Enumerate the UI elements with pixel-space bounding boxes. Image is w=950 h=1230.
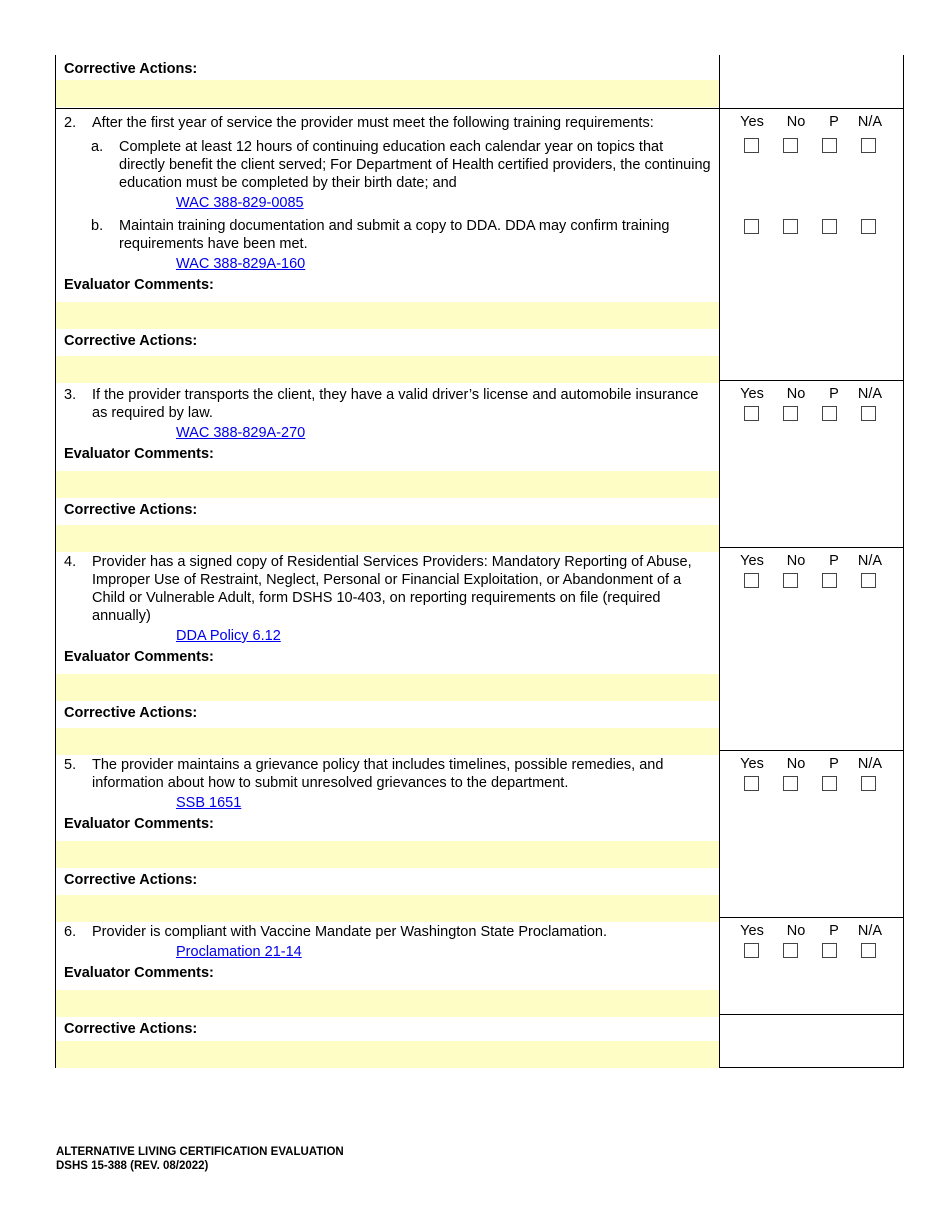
evaluator-comments-field[interactable]: [56, 674, 719, 701]
item-3-row: [56, 380, 903, 547]
yn-header: [732, 385, 892, 403]
p-checkbox[interactable]: [822, 943, 837, 958]
checkbox-row-b: [744, 219, 876, 234]
item-2-sub-a: [56, 138, 719, 192]
wac-link[interactable]: WAC 388-829A-160: [176, 256, 306, 272]
evaluator-comments-field[interactable]: [56, 302, 719, 329]
corrective-actions-label: Corrective Actions:: [64, 502, 198, 518]
item-5-row: [56, 750, 903, 917]
no-label: No: [786, 756, 806, 772]
p-checkbox[interactable]: [822, 138, 837, 153]
no-label: No: [786, 553, 806, 569]
na-label: N/A: [857, 756, 883, 772]
sub-letter: b.: [91, 218, 104, 234]
item-3-text-row: [56, 381, 719, 422]
yes-checkbox[interactable]: [744, 406, 759, 421]
no-label: No: [786, 923, 806, 939]
na-checkbox[interactable]: [861, 943, 876, 958]
yes-checkbox[interactable]: [744, 776, 759, 791]
yes-label: Yes: [740, 386, 764, 402]
yn-header: [732, 552, 892, 570]
item-4-text-row: [56, 548, 719, 625]
p-checkbox[interactable]: [822, 219, 837, 234]
proclamation-link[interactable]: Proclamation 21-14: [176, 944, 302, 960]
checkbox-row-a: [744, 138, 876, 153]
no-checkbox[interactable]: [783, 219, 798, 234]
evaluator-comments-label: Evaluator Comments:: [64, 965, 214, 981]
checkbox-row: [744, 406, 876, 421]
evaluator-comments-field[interactable]: [56, 990, 719, 1017]
evaluator-comments-label: Evaluator Comments:: [64, 446, 214, 462]
p-label: P: [829, 923, 839, 939]
na-label: N/A: [857, 114, 883, 130]
wac-link[interactable]: WAC 388-829A-270: [176, 425, 306, 441]
item-6-row: [56, 917, 903, 1014]
policy-link[interactable]: DDA Policy 6.12: [176, 628, 281, 644]
yn-header: [732, 113, 892, 131]
p-checkbox[interactable]: [822, 573, 837, 588]
yes-checkbox[interactable]: [744, 219, 759, 234]
no-checkbox[interactable]: [783, 138, 798, 153]
item-number: 2.: [64, 115, 77, 131]
p-label: P: [829, 553, 839, 569]
p-label: P: [829, 756, 839, 772]
yn-header: [732, 755, 892, 773]
item-text: Provider is compliant with Vaccine Mandate per Washington State Proclamation.: [92, 924, 607, 940]
na-label: N/A: [857, 923, 883, 939]
yes-checkbox[interactable]: [744, 573, 759, 588]
no-checkbox[interactable]: [783, 776, 798, 791]
na-checkbox[interactable]: [861, 138, 876, 153]
corrective-actions-label: Corrective Actions:: [64, 333, 198, 349]
evaluator-comments-label: Evaluator Comments:: [64, 277, 214, 293]
corrective-actions-field[interactable]: [56, 356, 719, 383]
sub-text: Complete at least 12 hours of continuing education each calendar year on topics that directly benefit the client served; For Department of Health certified providers, the continuing education must be completed by their birth date; and: [119, 139, 711, 191]
evaluator-comments-label: Evaluator Comments:: [64, 649, 214, 665]
form-title: ALTERNATIVE LIVING CERTIFICATION EVALUATION: [56, 1146, 344, 1158]
item-text: After the first year of service the provider must meet the following training requirements:: [92, 115, 654, 131]
evaluator-comments-label: Evaluator Comments:: [64, 816, 214, 832]
item-4-row: [56, 547, 903, 750]
yes-checkbox[interactable]: [744, 138, 759, 153]
na-checkbox[interactable]: [861, 776, 876, 791]
p-checkbox[interactable]: [822, 406, 837, 421]
evaluator-comments-field[interactable]: [56, 841, 719, 868]
yes-label: Yes: [740, 114, 764, 130]
evaluation-table: [55, 55, 904, 1068]
form-footer: [56, 1145, 344, 1173]
yn-header: [732, 922, 892, 940]
no-label: No: [786, 114, 806, 130]
item-number: 3.: [64, 387, 77, 403]
na-label: N/A: [857, 386, 883, 402]
evaluator-comments-field[interactable]: [56, 471, 719, 498]
corrective-actions-label: Corrective Actions:: [64, 705, 198, 721]
na-checkbox[interactable]: [861, 219, 876, 234]
yes-label: Yes: [740, 923, 764, 939]
item-text: The provider maintains a grievance policy that includes timelines, possible remedies, and information about how to submit unresolved grievances to the department.: [92, 757, 664, 791]
item-2-row: [56, 108, 903, 380]
wac-link[interactable]: WAC 388-829-0085: [176, 195, 304, 211]
yes-checkbox[interactable]: [744, 943, 759, 958]
item-2-text-row: [56, 109, 719, 132]
item-6-corrective-row: [56, 1014, 903, 1067]
p-label: P: [829, 386, 839, 402]
yes-label: Yes: [740, 756, 764, 772]
p-label: P: [829, 114, 839, 130]
no-checkbox[interactable]: [783, 406, 798, 421]
sub-letter: a.: [91, 139, 104, 155]
corrective-actions-label: Corrective Actions:: [64, 1021, 198, 1037]
corrective-actions-label: Corrective Actions:: [64, 61, 198, 77]
corrective-actions-field[interactable]: [56, 80, 719, 107]
item-number: 4.: [64, 554, 77, 570]
checkbox-row: [744, 943, 876, 958]
item-number: 5.: [64, 757, 77, 773]
carryover-row: [56, 55, 903, 108]
checkbox-row: [744, 573, 876, 588]
item-5-text-row: [56, 751, 719, 792]
na-checkbox[interactable]: [861, 406, 876, 421]
form-number: DSHS 15-388 (REV. 08/2022): [56, 1160, 209, 1172]
no-label: No: [786, 386, 806, 402]
item-text: Provider has a signed copy of Residential Services Providers: Mandatory Reporting of Abuse, Improper Use of Restraint, Neglect, Personal or Financial Exploitation, or Abandonment of a Child or Vulnerable Adult, form DSHS 10-403, on reporting requirements on file (required annually): [92, 554, 692, 624]
no-checkbox[interactable]: [783, 943, 798, 958]
item-text: If the provider transports the client, they have a valid driver’s license and automobile insurance as required by law.: [92, 387, 699, 421]
p-checkbox[interactable]: [822, 776, 837, 791]
corrective-actions-label: Corrective Actions:: [64, 872, 198, 888]
no-checkbox[interactable]: [783, 573, 798, 588]
na-label: N/A: [857, 553, 883, 569]
yes-label: Yes: [740, 553, 764, 569]
ssb-link[interactable]: SSB 1651: [176, 795, 242, 811]
na-checkbox[interactable]: [861, 573, 876, 588]
sub-text: Maintain training documentation and submit a copy to DDA. DDA may confirm training requirements have been met.: [119, 218, 670, 252]
item-6-text-row: [56, 918, 719, 941]
corrective-actions-field[interactable]: [56, 1041, 719, 1068]
checkbox-row: [744, 776, 876, 791]
item-number: 6.: [64, 924, 77, 940]
item-2-sub-b: [56, 217, 719, 253]
